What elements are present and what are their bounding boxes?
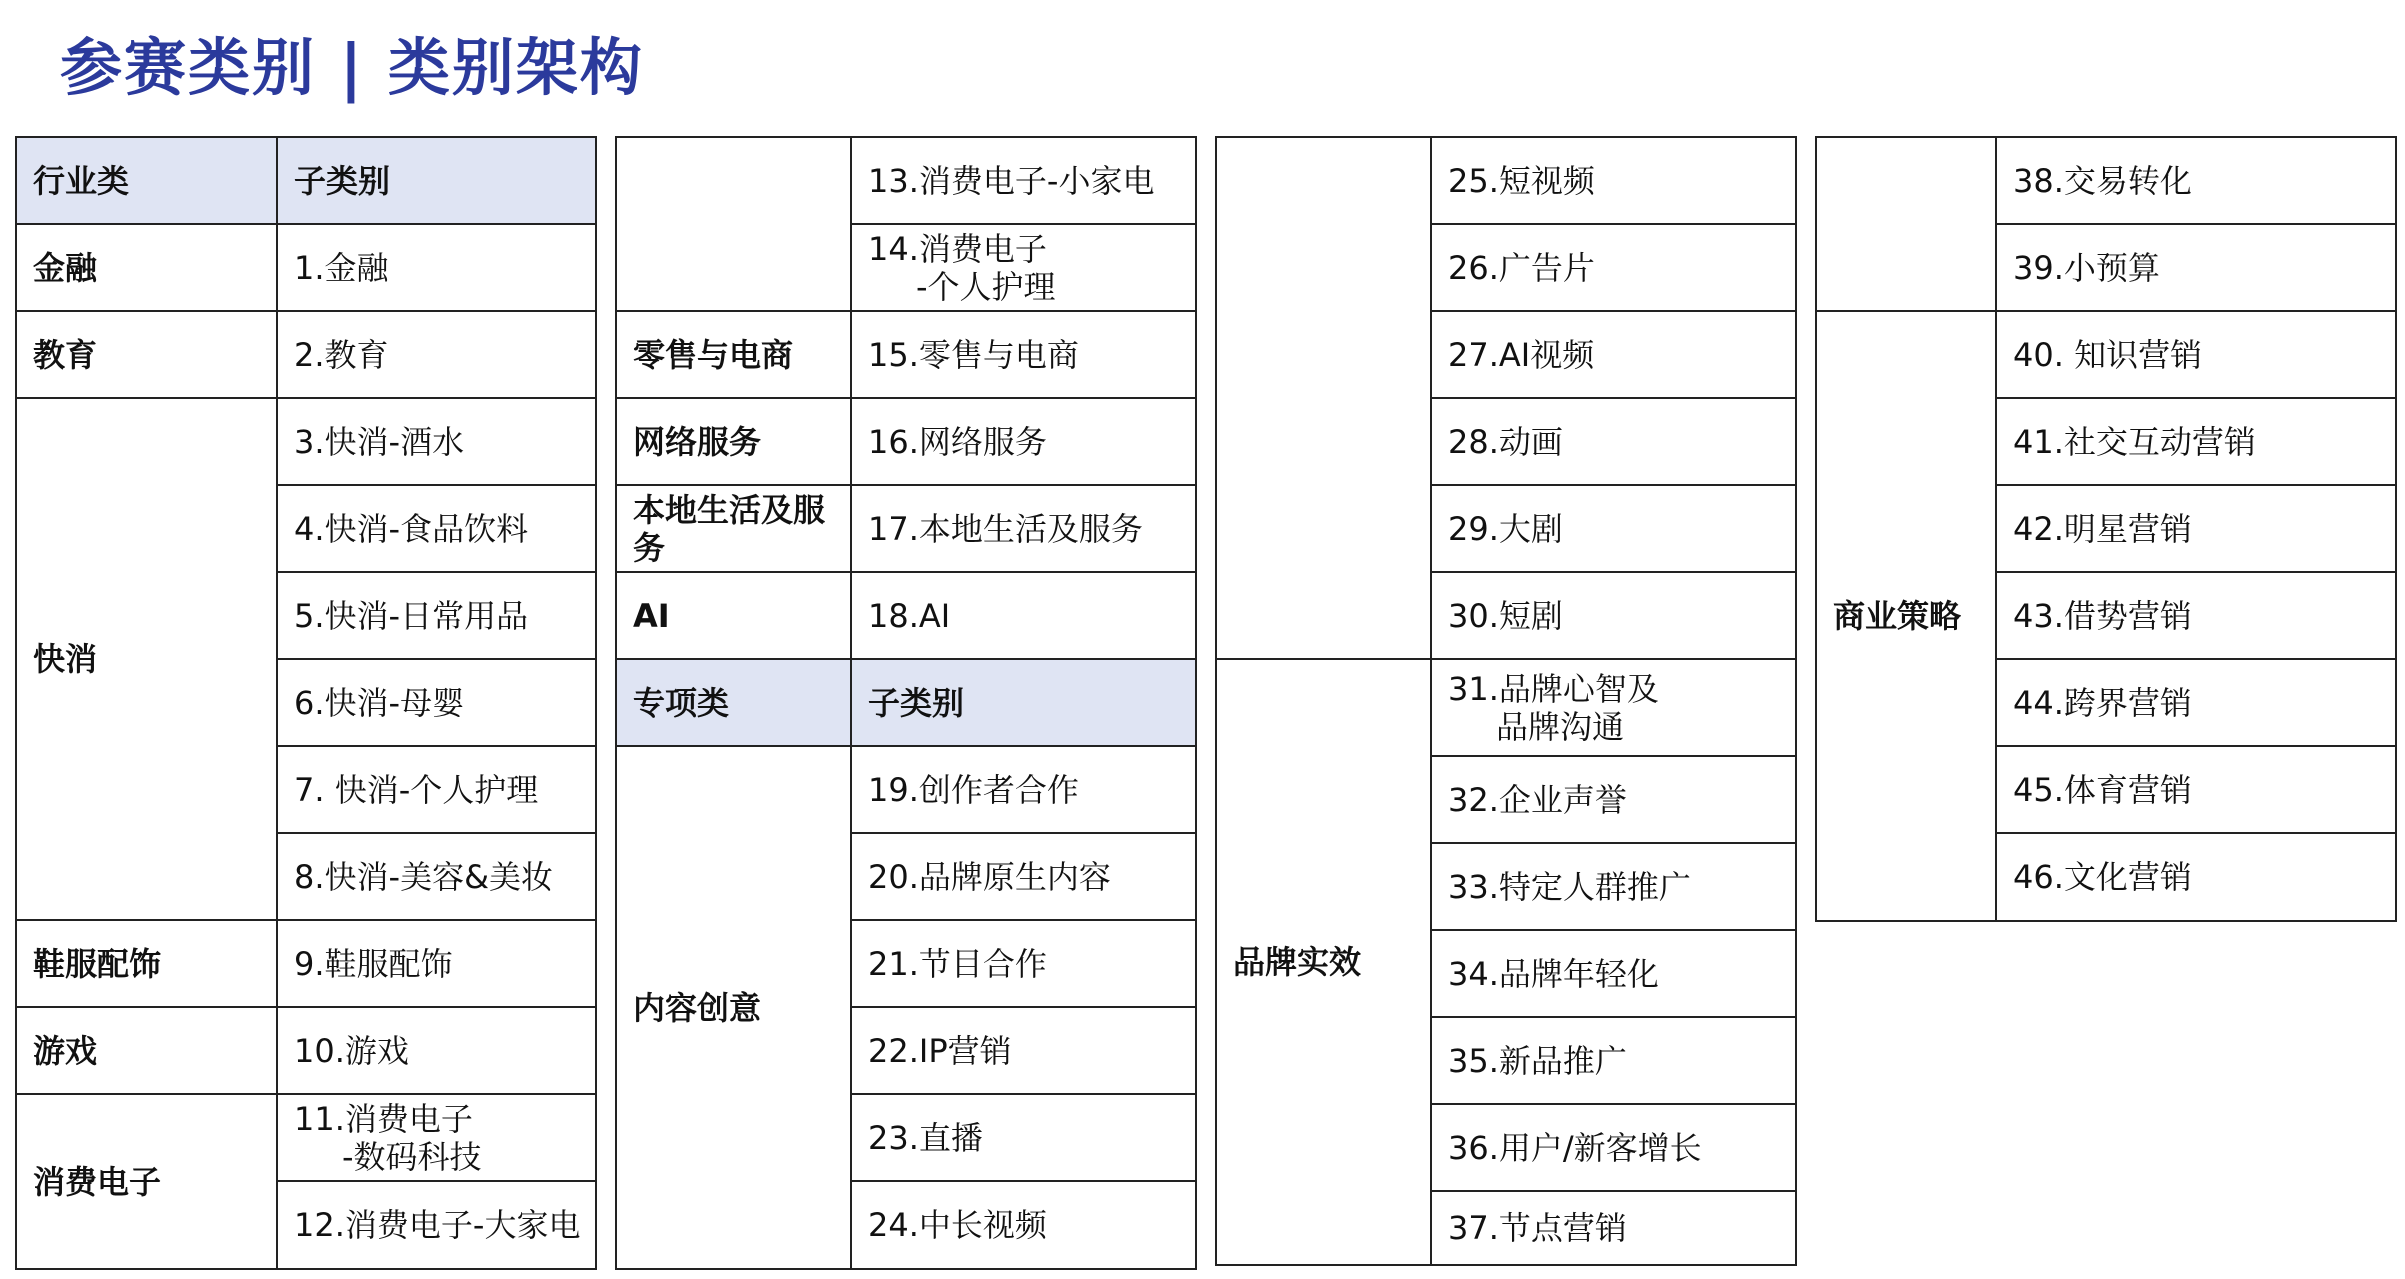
subcategory-item: 19.创作者合作 bbox=[851, 746, 1196, 833]
subcategory-item: 13.消费电子-小家电 bbox=[851, 137, 1196, 224]
table-row bbox=[16, 920, 596, 1007]
table-row bbox=[16, 224, 596, 311]
subcategory-item: 39.小预算 bbox=[1996, 224, 2396, 311]
brand-effect-table bbox=[1215, 136, 1797, 1266]
subcategory-item: 22.IP营销 bbox=[851, 1007, 1196, 1094]
table-row bbox=[16, 1007, 596, 1094]
table-header-row bbox=[616, 659, 1196, 746]
subcategory-item: 45.体育营销 bbox=[1996, 746, 2396, 833]
subcategory-item: 46.文化营销 bbox=[1996, 833, 2396, 921]
subcategory-item: 42.明星营销 bbox=[1996, 485, 2396, 572]
group-local-life: 本地生活及服务 bbox=[616, 485, 851, 572]
table-header-row bbox=[16, 137, 596, 224]
subcategory-item: 1.金融 bbox=[277, 224, 596, 311]
table-row bbox=[616, 485, 1196, 572]
subcategory-line: 品牌沟通 bbox=[1496, 707, 1625, 746]
subcategory-item: 26.广告片 bbox=[1431, 224, 1796, 311]
table-row bbox=[616, 398, 1196, 485]
subcategory-item: 35.新品推广 bbox=[1431, 1017, 1796, 1104]
header-subcategory: 子类别 bbox=[851, 659, 1196, 746]
table-row bbox=[616, 746, 1196, 833]
subcategory-item: 16.网络服务 bbox=[851, 398, 1196, 485]
table-row bbox=[16, 311, 596, 398]
group-finance: 金融 bbox=[16, 224, 277, 311]
subcategory-line: 11.消费电子 bbox=[294, 1099, 473, 1138]
subcategory-item: 15.零售与电商 bbox=[851, 311, 1196, 398]
subcategory-item: 4.快消-食品饮料 bbox=[277, 485, 596, 572]
subcategory-item: 3.快消-酒水 bbox=[277, 398, 596, 485]
subcategory-line: 14.消费电子 bbox=[868, 229, 1047, 268]
subcategory-item bbox=[851, 224, 1196, 311]
subcategory-item: 9.鞋服配饰 bbox=[277, 920, 596, 1007]
subcategory-item: 8.快消-美容&美妆 bbox=[277, 833, 596, 920]
subcategory-item: 32.企业声誉 bbox=[1431, 756, 1796, 843]
subcategory-item: 27.AI视频 bbox=[1431, 311, 1796, 398]
subcategory-item: 6.快消-母婴 bbox=[277, 659, 596, 746]
group-content-creative: 内容创意 bbox=[616, 746, 851, 1269]
subcategory-item: 25.短视频 bbox=[1431, 137, 1796, 224]
group-continuation-cell bbox=[1216, 137, 1431, 659]
table-row bbox=[1216, 659, 1796, 756]
business-strategy-table bbox=[1815, 136, 2397, 922]
group-fmcg: 快消 bbox=[16, 398, 277, 920]
subcategory-item: 44.跨界营销 bbox=[1996, 659, 2396, 746]
subcategory-item: 10.游戏 bbox=[277, 1007, 596, 1094]
group-ai: AI bbox=[616, 572, 851, 659]
group-continuation-cell bbox=[616, 137, 851, 311]
header-special: 专项类 bbox=[616, 659, 851, 746]
group-continuation-cell bbox=[1816, 137, 1996, 311]
subcategory-item: 24.中长视频 bbox=[851, 1181, 1196, 1269]
subcategory-item: 21.节目合作 bbox=[851, 920, 1196, 1007]
table-row bbox=[616, 311, 1196, 398]
subcategory-item: 28.动画 bbox=[1431, 398, 1796, 485]
subcategory-item: 12.消费电子-大家电 bbox=[277, 1181, 596, 1269]
table-row bbox=[616, 572, 1196, 659]
subcategory-line: -数码科技 bbox=[342, 1137, 482, 1176]
subcategory-item: 38.交易转化 bbox=[1996, 137, 2396, 224]
subcategory-item bbox=[1431, 659, 1796, 756]
table-row bbox=[16, 1094, 596, 1181]
subcategory-item: 18.AI bbox=[851, 572, 1196, 659]
subcategory-item: 41.社交互动营销 bbox=[1996, 398, 2396, 485]
table-row bbox=[16, 398, 596, 485]
group-education: 教育 bbox=[16, 311, 277, 398]
industry-category-table bbox=[15, 136, 597, 1270]
header-industry: 行业类 bbox=[16, 137, 277, 224]
subcategory-line: -个人护理 bbox=[916, 267, 1056, 306]
subcategory-item: 2.教育 bbox=[277, 311, 596, 398]
retail-special-category-table bbox=[615, 136, 1197, 1270]
subcategory-item: 7. 快消-个人护理 bbox=[277, 746, 596, 833]
subcategory-item: 30.短剧 bbox=[1431, 572, 1796, 659]
group-gaming: 游戏 bbox=[16, 1007, 277, 1094]
subcategory-line: 31.品牌心智及 bbox=[1448, 669, 1659, 708]
subcategory-item: 5.快消-日常用品 bbox=[277, 572, 596, 659]
subcategory-item: 37.节点营销 bbox=[1431, 1191, 1796, 1265]
table-row bbox=[616, 137, 1196, 224]
subcategory-item: 40. 知识营销 bbox=[1996, 311, 2396, 398]
subcategory-item: 36.用户/新客增长 bbox=[1431, 1104, 1796, 1191]
subcategory-item: 33.特定人群推广 bbox=[1431, 843, 1796, 930]
table-row bbox=[1816, 137, 2396, 224]
table-row bbox=[1216, 137, 1796, 224]
subcategory-item: 23.直播 bbox=[851, 1094, 1196, 1181]
subcategory-item: 29.大剧 bbox=[1431, 485, 1796, 572]
page-title: 参赛类别 | 类别架构 bbox=[60, 31, 644, 104]
header-subcategory: 子类别 bbox=[277, 137, 596, 224]
subcategory-item: 20.品牌原生内容 bbox=[851, 833, 1196, 920]
group-network-services: 网络服务 bbox=[616, 398, 851, 485]
group-brand-effect: 品牌实效 bbox=[1216, 659, 1431, 1265]
group-business-strategy: 商业策略 bbox=[1816, 311, 1996, 921]
subcategory-item bbox=[277, 1094, 596, 1181]
group-consumer-electronics: 消费电子 bbox=[16, 1094, 277, 1269]
subcategory-item: 34.品牌年轻化 bbox=[1431, 930, 1796, 1017]
group-retail-ecommerce: 零售与电商 bbox=[616, 311, 851, 398]
subcategory-item: 43.借势营销 bbox=[1996, 572, 2396, 659]
group-apparel: 鞋服配饰 bbox=[16, 920, 277, 1007]
table-row bbox=[1816, 311, 2396, 398]
subcategory-item: 17.本地生活及服务 bbox=[851, 485, 1196, 572]
